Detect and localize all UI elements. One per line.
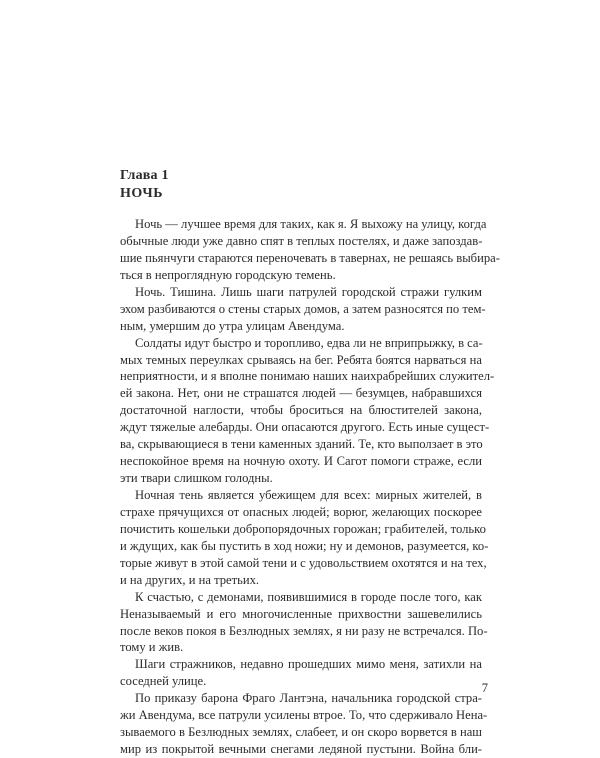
text-line: неприятности, и я вполне понимаю наших наихрабрейших служител-	[120, 369, 495, 384]
text-line: ждут тяжелые алебарды. Они опасаются другого. Есть иные сущест-	[120, 420, 490, 435]
text-line: мых темных переулках срываясь на бег. Ребята боятся нарваться на	[120, 352, 482, 367]
chapter-title: НОЧЬ	[120, 186, 163, 201]
paragraph	[120, 335, 495, 487]
paragraph	[120, 656, 482, 690]
text-line: шие пьянчуги стараются переночевать в тавернах, не решаясь выбира-	[120, 250, 500, 265]
text-line: По приказу барона Фраго Лантэна, начальника городской стра-	[135, 691, 482, 706]
text-line: Шаги стражников, недавно прошедших мимо меня, затихли на	[135, 657, 482, 672]
paragraph	[120, 487, 489, 589]
text-line: после веков покоя в Безлюдных землях, я ни разу не встречался. По-	[120, 623, 488, 638]
text-line: К счастью, с демонами, появившимися в городе после того, как	[135, 589, 482, 604]
text-line: эти твари слишком голодны.	[120, 471, 273, 486]
text-line: Солдаты идут быстро и торопливо, едва ли не вприпрыжку, в са-	[135, 335, 483, 350]
text-line: Ночная тень является убежищем для всех: мирных жителей, в	[135, 488, 482, 502]
text-line: тому и жив.	[120, 640, 184, 655]
text-line: и ждущих, как бы пустить в ход ножи; ну и демонов, разумеется, ко-	[120, 538, 489, 553]
text-line: ным, умершим до утра улицам Авендума.	[120, 318, 345, 333]
text-line: Ночь — лучшее время для таких, как я. Я выхожу на улицу, когда	[135, 217, 487, 231]
text-line: достаточной наглости, чтобы броситься на блюстителей закона,	[120, 403, 482, 418]
chapter-label: Глава 1	[120, 168, 169, 183]
text-line: жи Авендума, все патрули усилены втрое. То, что сдерживало Нена-	[120, 708, 488, 723]
text-line: торые живут в этой самой тени и с удовольствием охотятся и на тех,	[120, 555, 487, 570]
text-line: Ночь. Тишина. Лишь шаги патрулей городской стражи гулким	[135, 284, 482, 299]
text-line: ва, скрывающиеся в тени каменных зданий. Те, кто выползает в это	[120, 437, 483, 452]
text-line: и на других, и на третьих.	[120, 572, 260, 587]
text-line: зываемого в Безлюдных землях, слабеет, и он скоро ворвется в наш	[120, 725, 482, 740]
page-number: 7	[481, 681, 488, 695]
chapter-body	[120, 216, 500, 758]
text-line: страхе прячущихся от опасных людей; ворюг, желающих поскорее	[120, 504, 482, 519]
text-line: ей закона. Нет, они не страшатся людей — безумцев, набравшихся	[120, 386, 482, 401]
paragraph	[120, 690, 488, 758]
paragraph	[120, 216, 500, 284]
text-line: почистить кошельки добропорядочных горожан; грабителей, только	[120, 521, 486, 536]
text-line: эхом разбиваются о стены старых домов, а затем разносятся по тем-	[120, 301, 486, 316]
text-line: мир из покрытой вечными снегами ледяной пустыни. Война бли-	[120, 742, 482, 757]
text-line: неспокойное время на ночную охоту. И Сагот помоги страже, если	[120, 454, 482, 469]
paragraph	[120, 589, 488, 657]
text-line: обычные люди уже давно спят в теплых постелях, и даже запоздав-	[120, 233, 483, 248]
text-line: Неназываемый и его многочисленные прихвостни зашевелились	[120, 606, 482, 621]
text-line: соседней улице.	[120, 674, 207, 689]
paragraph	[120, 284, 486, 335]
text-line: ться в непроглядную городскую темень.	[120, 267, 336, 282]
